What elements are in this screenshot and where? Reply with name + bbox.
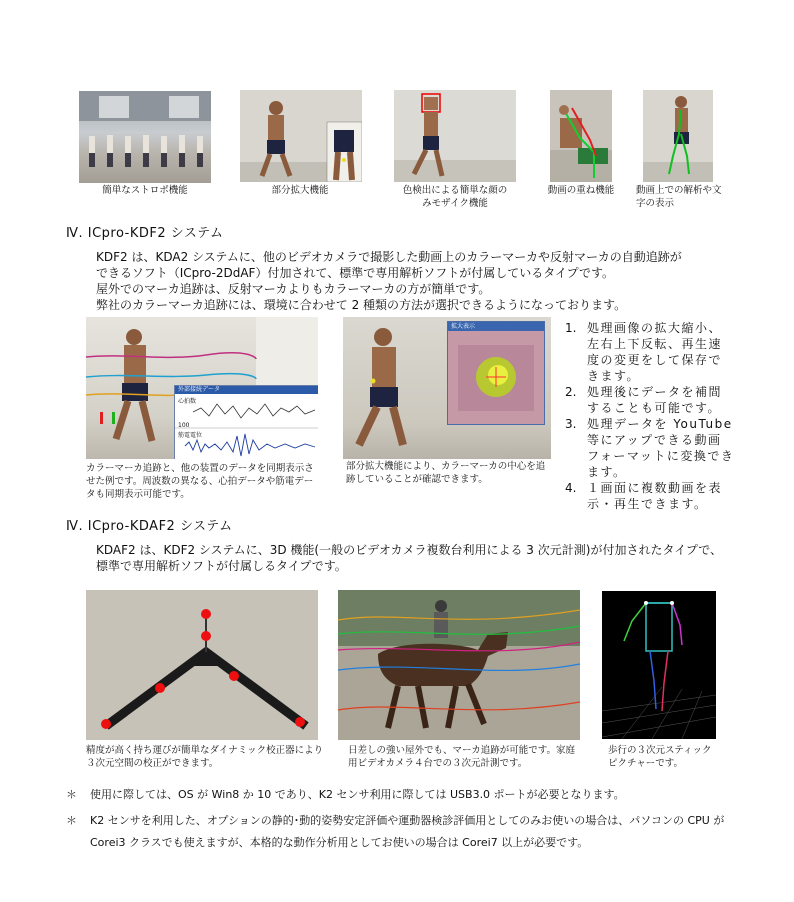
section1-line-4: 弊社のカラーマーカ追跡には、環境に合わせて 2 種類の方法が選択できるようになっております。 (96, 298, 627, 312)
list-item-text: 処理後にデータを補間することも可能です。 (587, 385, 723, 415)
photo-horse (338, 590, 580, 740)
sync-graph-title: 外部接続データ (175, 386, 318, 394)
note-text: 使用に際しては、OS が Win8 か 10 であり、K2 センサ利用に際しては USB3.0 ポートが必要となります。 (90, 788, 625, 801)
note-mark: ＊ (66, 788, 77, 801)
photo-zoom-tracking (343, 317, 551, 459)
photo-calibration (86, 590, 318, 740)
photo-overlay (550, 90, 612, 182)
section2-line-1: KDAF2 は、KDF2 システムに、3D 機能(一般のビデオカメラ複数台利用による 3 次元計測)が付加されたタイプで、 (96, 543, 722, 557)
photo-zoom (240, 90, 362, 182)
section2-paragraph (96, 542, 766, 574)
list-item (565, 320, 735, 384)
list-item-number: 1. (565, 321, 577, 335)
caption-zoom: 部分拡大機能 (271, 185, 329, 196)
stick-caption: 歩行の３次元スティックピクチャーです。 (608, 745, 712, 769)
photo-stick-figure (602, 591, 716, 739)
list-item (565, 416, 735, 480)
note-1 (66, 787, 746, 802)
list-item-number: 3. (565, 417, 577, 431)
list-item-text: 処理画像の拡大縮小、左右上下反転、再生速度の変更をして保存できます。 (587, 321, 723, 383)
zoom-window-title: 拡大表示 (448, 322, 544, 331)
section1-heading: Ⅳ. ICpro-KDF2 システム (66, 226, 224, 241)
zoom-window (447, 321, 545, 425)
photo-mosaic (394, 90, 516, 182)
section2-line-2: 標準で専用解析ソフトが付属しるタイプです。 (96, 559, 347, 573)
list-item (565, 384, 735, 416)
section2-heading: Ⅳ. ICpro-KDAF2 システム (66, 519, 233, 534)
horse-caption: 日差しの強い屋外でも、マーカ追跡が可能です。家庭用ビデオカメラ４台での３次元計測です。 (348, 745, 576, 769)
note-2 (66, 810, 746, 854)
list-item-text: １画面に複数動画を表示・再生できます。 (587, 481, 723, 511)
caption-strobe: 簡単なストロボ機能 (102, 185, 188, 196)
tick-100-label: 100 (178, 422, 190, 429)
emg-label: 筋電電位 (178, 432, 203, 439)
feature-list (565, 320, 735, 512)
section1-paragraph (96, 249, 756, 313)
section1-line-2: できるソフト（ICpro-2DdAF）付加されて、標準で専用解析ソフトが付属しているタイプです。 (96, 266, 615, 280)
calibration-caption: 精度が高く持ち運びが簡単なダイナミック校正器により３次元空間の校正ができます。 (86, 745, 324, 769)
list-item-number: 2. (565, 385, 577, 399)
list-item-text: 処理データを YouTube 等にアップできる動画フォーマットに変換できます。 (587, 417, 735, 479)
fig1-caption: カラーマーカ追跡と、他の装置のデータを同期表示させた例です。周波数の異なる、心拍データや筋電データも同期表示可能です。 (86, 463, 314, 500)
heart-rate-label: 心拍数 (178, 398, 197, 405)
photo-marker-sync (86, 317, 318, 459)
caption-overlay: 動画の重ね機能 (547, 185, 615, 196)
section1-line-1: KDF2 は、KDA2 システムに、他のビデオカメラで撮影した動画上のカラーマーカや反射マーカの自動追跡が (96, 250, 682, 264)
photo-analysis (643, 90, 713, 182)
note-text: K2 センサを利用した、オプションの静的･動的姿勢安定評価や運動器検診評価用としてのみお使いの場合は、パソコンの CPU が Corei3 クラスでも使えますが、本格的な動作分析用としてお使いの場合は Corei7 以上が必要です。 (90, 814, 725, 849)
list-item (565, 480, 735, 512)
caption-mosaic: 色検出による簡単な顔のみモザイク機能 (402, 185, 508, 209)
fig2-caption: 部分拡大機能により、カラーマーカの中心を追跡していることが確認できます。 (346, 461, 546, 485)
section1-line-3: 屋外でのマーカ追跡は、反射マーカよりもカラーマーカの方が簡単です。 (96, 282, 491, 296)
caption-analysis: 動画上での解析や文字の表示 (636, 185, 722, 209)
list-item-number: 4. (565, 481, 577, 495)
note-mark: ＊ (66, 814, 77, 827)
photo-strobe (79, 91, 211, 183)
sync-graph-window (174, 385, 318, 459)
